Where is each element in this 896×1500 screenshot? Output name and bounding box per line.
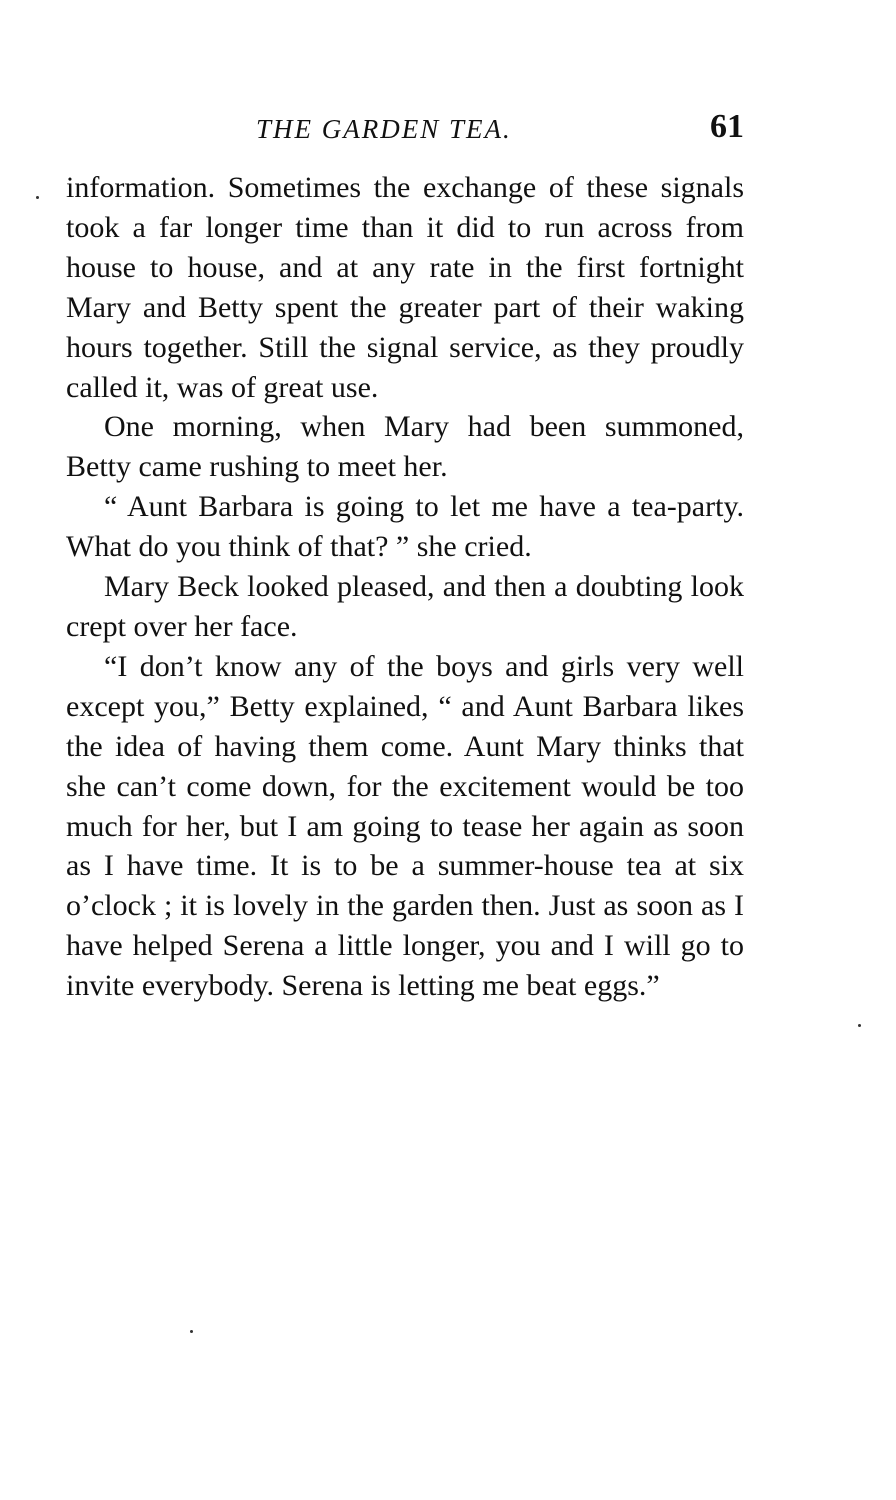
paragraph: One morning, when Mary had been summoned, Betty came rushing to meet her. xyxy=(66,410,744,484)
running-title: THE GARDEN TEA. xyxy=(256,114,512,144)
paper-speck xyxy=(858,1024,861,1027)
paragraph: “ Aunt Barbara is going to let me have a tea-party. What do you think of that? ” she cried. xyxy=(66,490,744,564)
page-header xyxy=(66,108,744,152)
paper-speck xyxy=(36,196,39,199)
paragraph: Mary Beck looked pleased, and then a doubting look crept over her face. xyxy=(66,570,744,643)
body-text xyxy=(66,168,744,1006)
paragraph: information. Sometimes the exchange of these signals took a far longer time than it did to run across from house to house, and at any rate in the first fortnight Mary and Betty spent the greater part of their waking hours together. Still the signal service, as they proudly called it, was of great use. xyxy=(66,171,744,404)
paper-speck xyxy=(190,1330,193,1333)
page-number: 61 xyxy=(710,108,744,145)
paragraph: “I don’t know any of the boys and girls very well except you,” Betty explained, “ and Aunt Barbara likes the idea of having them come. Aunt Mary thinks that she can’t come down, for the excitement would be too much for her, but I am going to tease her again as soon as I have time. It is to be a summer-house tea at six o’clock ; it is lovely in the garden then. Just as soon as I have helped Serena a little longer, you and I will go to invite everybody. Serena is letting me beat eggs.” xyxy=(66,649,744,1003)
